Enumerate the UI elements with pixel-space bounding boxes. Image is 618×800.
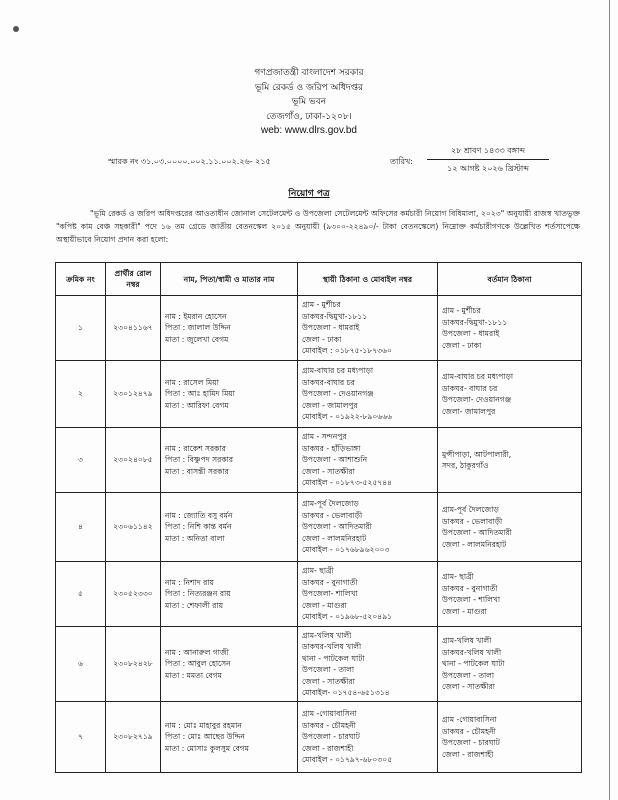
name-line: নাম : নিশাদ রায় xyxy=(165,577,214,587)
cell-present-address xyxy=(438,702,582,773)
address-line: উপজেলা - শালিখা xyxy=(442,595,501,604)
address-line: উপজেলা - ধামরাই xyxy=(442,329,500,338)
address-line: গ্রাম -গোয়াবাসিনা xyxy=(302,709,357,719)
address-line: জেলা - লালমনিরহাট xyxy=(302,533,367,543)
address-line: জেলা - মাগুরা xyxy=(442,606,487,616)
table-row xyxy=(56,361,582,428)
table-row xyxy=(56,428,582,493)
address-line: ডাকঘর - চৌমহনী xyxy=(442,726,496,736)
cell-roll-number: ২৩০২৪০৮৫ xyxy=(106,428,161,493)
address-line: গ্রাম- ছাব্রী xyxy=(302,566,334,576)
letterhead xyxy=(0,66,618,139)
cell-serial: ৬ xyxy=(56,627,106,702)
address-line: গ্রাম-পূর্ব দৈলজোড় xyxy=(302,499,359,509)
cell-present-address xyxy=(438,562,582,627)
address-line: জেলা - লালমনিরহাট xyxy=(442,539,507,549)
address-line: ডাকঘর - ভেলাবাড়ী xyxy=(302,510,363,520)
name-line: মাতা : জুলেখা বেগম xyxy=(165,334,229,344)
website-link[interactable]: web: www.dlrs.gov.bd xyxy=(261,125,357,136)
table-row xyxy=(56,702,582,773)
cell-name-parents xyxy=(161,361,298,428)
name-line: পিতা : মোঃ আছের উদ্দিন xyxy=(165,732,245,742)
address-line: উপজেলা - আশাশুনি xyxy=(302,455,368,465)
cell-name-parents xyxy=(161,562,298,627)
address-line: গ্রাম - সন্দনপুর xyxy=(302,432,347,442)
name-line: মাতা : অনিতা বালা xyxy=(165,533,225,543)
name-line: নাম : রাকেশ সরকার xyxy=(165,443,226,453)
table-header-row xyxy=(56,263,582,296)
cell-permanent-address xyxy=(298,493,438,562)
table-row xyxy=(56,627,582,702)
address-line: ডাকঘর - বুনাগাতী xyxy=(302,577,358,587)
cell-name-parents xyxy=(161,296,298,361)
address-line: থানা - পাটকেল ঘাটা xyxy=(442,659,505,669)
cell-name-parents xyxy=(161,428,298,493)
cell-present-address xyxy=(438,428,582,493)
table-row xyxy=(56,296,582,361)
address-line: ডাকঘর - হাঁড়িভাঙ্গা xyxy=(302,443,361,453)
cell-roll-number: ২৩০৬১১৪২ xyxy=(106,493,161,562)
address-line: গ্রাম - মুর্শীচর xyxy=(302,300,341,310)
cell-roll-number: ২৩০৮২৭১৯ xyxy=(106,702,161,773)
address-line: ডাকঘর-খলিষ খালী xyxy=(442,647,502,657)
intro-paragraph: "ভূমি রেকর্ড ও জরিপ অধিদপ্তরের আওতাধীন জোনাল সেটেলমেন্ট ও উপজেলা সেটেলমেন্ট অফিসের কর্মচারী নিয়োগ বিধিমালা, ২০২৩" অনুযায়ী রাজস্ব খাতভুক্ত "কপিষ্ট কাম বেঞ্চ সহকারী" পদে ১৬ তম গ্রেডে জাতীয় বেতনস্কেল ২০১৫ অনুযায়ী (৯৩০০-২২৪৯০/- টাকা বেতনস্কেলে) নিম্নোক্ত কর্মচারীগণকে উল্লেখিত শর্তসাপেক্ষে অস্থায়ীভাবে নিয়োগ প্রদান করা হলো: xyxy=(56,209,580,244)
address-line: থানা - পাটকেল ঘাটা xyxy=(302,653,365,663)
cell-permanent-address xyxy=(298,562,438,627)
table-row xyxy=(56,562,582,627)
address-line: গ্রাম-বাঘার চর মধ্যপাড়া xyxy=(442,372,514,381)
address-line: গ্রাম-পূর্ব দৈলজোড় xyxy=(442,505,499,514)
address-line: উপজেলা - চারঘাট xyxy=(442,738,500,747)
name-line: নাম : রাসেল মিয়া xyxy=(165,377,219,387)
header-present-address: বর্তমান ঠিকানা xyxy=(438,263,582,296)
address-line: জেলা - ঢাকা xyxy=(302,334,342,344)
address-line: ডাকঘর - ভেলাবাড়ী xyxy=(442,516,503,526)
address-line: উপজেলা - আদিতমারী xyxy=(442,528,512,537)
address-line: মোবাইল - ০১৭৯৭-৬৮০৩০৫ xyxy=(302,755,393,765)
address-line: উপজেলা - ধামরাই xyxy=(302,323,360,333)
name-line: নাম : ইমরান হোসেন xyxy=(165,311,227,321)
cell-roll-number: ২৩০৫২৩৩০ xyxy=(106,562,161,627)
name-line: পিতা : বিষ্ণুপদ সরকার xyxy=(165,455,234,465)
name-line: নাম : মোঃ মাহাবুর রহমান xyxy=(165,720,242,730)
cell-present-address xyxy=(438,627,582,702)
address-line: গ্রাম -গোয়াবাসিনা xyxy=(442,715,497,724)
date-label: তারিখ: xyxy=(390,157,413,166)
address-line: মোবাইল - ০১৮৭৩-৫২৫৭৪৪ xyxy=(302,478,393,488)
address-line: জেলা - ঢাকা xyxy=(442,340,482,350)
cell-name-parents xyxy=(161,493,298,562)
address-line: উপজেলা - তালা xyxy=(302,665,355,674)
address-line: গ্রাম-খলিষ খালী xyxy=(442,636,492,646)
address-line: জেলা - সাতক্ষীরা xyxy=(302,466,355,476)
address-line: গ্রাম- ছাব্রী xyxy=(442,572,474,581)
address-line: উপজেলা- শালিখা xyxy=(302,589,358,599)
address-line: উপজেলা - চারঘাট xyxy=(302,732,360,742)
address-line: ডাকঘর-দ্বিমুখা-১৮১১ xyxy=(302,311,368,321)
name-line: পিতা : আঃ হামিদ মিয়া xyxy=(165,389,235,399)
cell-name-parents xyxy=(161,702,298,773)
header-roll: প্রার্থীর রোল নম্বর xyxy=(106,263,161,296)
date-block xyxy=(427,142,549,177)
address-line: ডাকঘর - চৌমহনী xyxy=(302,720,356,730)
name-line: পিতা : নিত্যরঞ্জন রায় xyxy=(165,589,231,599)
govt-name: গণপ্রজাতন্ত্রী বাংলাদেশ সরকার xyxy=(254,68,364,78)
cell-permanent-address xyxy=(298,361,438,428)
address-line: ডাকঘর- বাঘার চর xyxy=(442,383,498,393)
name-line: পিতা : জালাল উদ্দিন xyxy=(165,323,231,333)
department-name: ভূমি রেকর্ড ও জরিপ অধিদপ্তর xyxy=(254,82,364,93)
name-line: মাতা : মমতা বেগম xyxy=(165,670,222,680)
address-line: মোবাইল - ০১৯৬৮-৫২০৪৯১ xyxy=(302,612,393,622)
address-line: গ্রাম-খলিষ খালী xyxy=(302,630,352,640)
address-line: জেলা - জামালপুর xyxy=(302,400,358,410)
address-line: সদর, ঠাকুরগাঁও xyxy=(442,461,489,470)
cell-roll-number: ২৩০৪১১৬৭ xyxy=(106,296,161,361)
building-name: ভূমি ভবন xyxy=(291,97,327,107)
address-line: মোবাইল - ০১৭৬৮৯৬২০০৩ xyxy=(302,545,390,555)
cell-permanent-address xyxy=(298,627,438,702)
date-english: ১২ আগষ্ট ২০২৬ খ্রিস্টাব্দ xyxy=(447,164,529,173)
cell-roll-number: ২৩০১২৪৭৯ xyxy=(106,361,161,428)
name-line: মাতা : আরিফা বেগম xyxy=(165,400,229,410)
address-line: জেলা - সাতক্ষীরা xyxy=(442,682,495,692)
cell-serial: ৪ xyxy=(56,493,106,562)
address-line: জেলা- জামালপুর xyxy=(442,406,496,416)
header-name: নাম, পিতা/স্বামী ও মাতার নাম xyxy=(161,263,298,296)
name-line: নাম : জ্যোতি বসু বর্মন xyxy=(165,510,233,520)
cell-permanent-address xyxy=(298,428,438,493)
cell-name-parents xyxy=(161,627,298,702)
address-line: জেলা - রাজশাহী xyxy=(442,749,494,759)
address-line: মোবাইল - ০১৯২২-৮৯০৬৬৬ xyxy=(302,412,393,422)
cell-serial: ৭ xyxy=(56,702,106,773)
name-line: পিতা : আবুল হোসেন xyxy=(165,659,231,669)
address-line: ডাকঘর - বুনাগাতী xyxy=(442,583,498,593)
address-line: ডাকঘর-দ্বিমুখা-১৮১১ xyxy=(442,317,508,327)
cell-serial: ১ xyxy=(56,296,106,361)
table-row xyxy=(56,493,582,562)
name-line: নাম : আনারুল গাজী xyxy=(165,647,229,657)
address-line: উপজেলা - দেওয়ানগঞ্জ xyxy=(302,389,374,399)
cell-roll-number: ২৩০৮২৪২৮ xyxy=(106,627,161,702)
address-line: উপজেলা - আদিতমারী xyxy=(302,522,372,532)
cell-permanent-address xyxy=(298,296,438,361)
header-permanent-address: স্থায়ী ঠিকানা ও মোবাইল নম্বর xyxy=(298,263,438,296)
cell-serial: ৫ xyxy=(56,562,106,627)
cell-present-address xyxy=(438,361,582,428)
address: তেজগাঁও, ঢাকা-১২০৮। xyxy=(266,111,352,122)
address-line: উপজেলা- দেওয়ানগঞ্জ xyxy=(442,395,512,404)
address-line: মোবাইল- ০১৭৫৪-৬৫১৩১৪ xyxy=(302,688,390,697)
punch-hole-mark xyxy=(13,26,19,32)
appointment-table xyxy=(55,262,582,773)
date-bangla: ২৮ শ্রাবণ ১৪৩৩ বঙ্গাব্দ xyxy=(427,142,549,160)
cell-present-address xyxy=(438,296,582,361)
address-line: মুন্সীপাড়া, আটপালারী, xyxy=(442,449,512,459)
cell-serial: ৩ xyxy=(56,428,106,493)
address-line: গ্রাম - মুর্শীচর xyxy=(442,306,481,315)
address-line: ডাকঘর-খলিষ খালী xyxy=(302,642,362,651)
cell-serial: ২ xyxy=(56,361,106,428)
name-line: পিতা : নিশি কান্ত বর্মন xyxy=(165,522,232,532)
address-line: জেলা - রাজশাহী xyxy=(302,743,354,753)
document-title: নিয়োগ পত্র xyxy=(288,189,330,199)
cell-permanent-address xyxy=(298,702,438,773)
cell-present-address xyxy=(438,493,582,562)
name-line: মাতা : বাসন্তী সরকার xyxy=(165,466,229,476)
address-line: ডাকঘর-বাঘার চর xyxy=(302,377,355,387)
name-line: মাতা : শেফালী রায় xyxy=(165,600,224,610)
name-line: মাতা : মোসাঃ কুলসুম বেগম xyxy=(165,743,250,753)
address-line: উপজেলা - তালা xyxy=(442,670,495,680)
header-serial: ক্রমিক নং xyxy=(56,263,106,296)
address-line: জেলা - সাতক্ষীরা xyxy=(302,676,355,686)
address-line: গ্রাম-বাঘার চর মধ্যপাড়া xyxy=(302,366,374,376)
memo-reference: স্মারক নং ৩১.০৩.০০০০.০০২.১১.০০২.২৬- ২১৫ xyxy=(108,157,271,166)
address-line: মোবাইল : ০১৮৭৫-১৮৭৩৬০ xyxy=(302,346,392,356)
address-line: জেলা - মাগুরা xyxy=(302,600,347,610)
